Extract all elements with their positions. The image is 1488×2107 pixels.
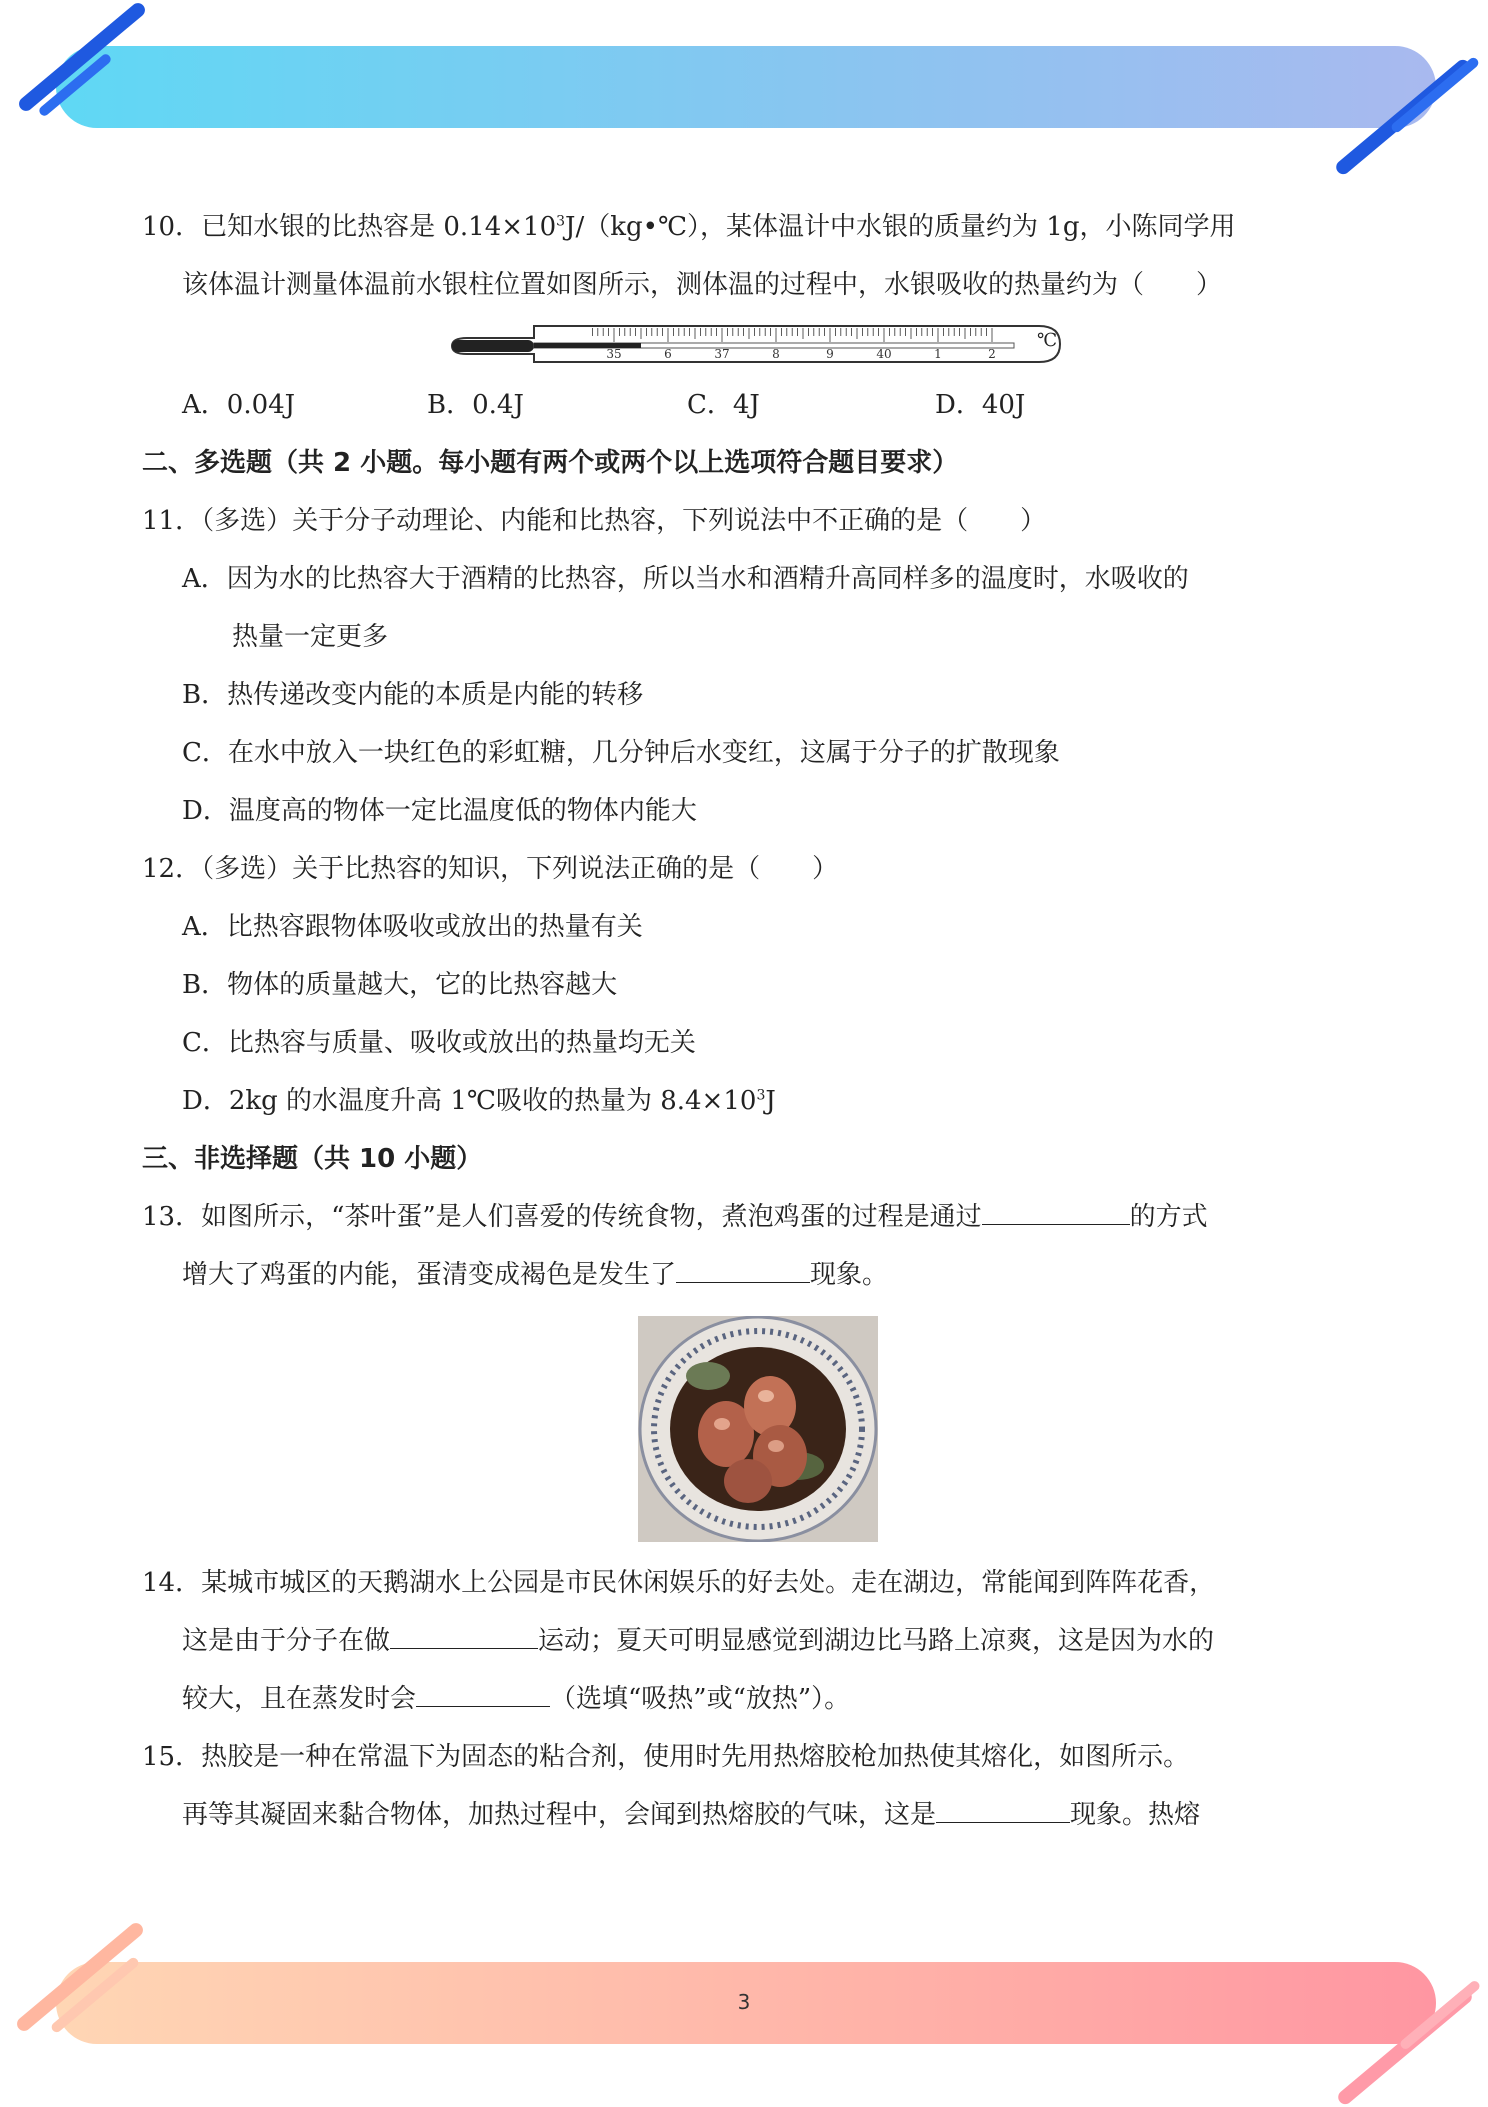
q15-blank-1[interactable]: [936, 1796, 1070, 1823]
q10-exponent: 3: [556, 213, 566, 230]
q13-blank-2[interactable]: [676, 1256, 810, 1283]
q11-option-a[interactable]: A．因为水的比热容大于酒精的比热容，所以当水和酒精升高同样多的温度时，水吸收的: [182, 564, 1189, 594]
thermometer-svg: [142, 314, 1347, 376]
q12-option-a[interactable]: A．比热容跟物体吸收或放出的热量有关: [182, 912, 643, 942]
q12-option-b[interactable]: B．物体的质量越大，它的比热容越大: [182, 970, 618, 1000]
q13-line-1: [142, 1188, 1347, 1246]
q12-stem: 12．（多选）关于比热容的知识，下列说法正确的是（ ）: [142, 854, 839, 884]
q11-option-c[interactable]: C．在水中放入一块红色的彩虹糖，几分钟后水变红，这属于分子的扩散现象: [182, 738, 1060, 768]
tea-egg-figure: [142, 1304, 1347, 1554]
q14-blank-1[interactable]: [390, 1622, 538, 1649]
page-number: 3: [737, 1990, 751, 2014]
section-3-heading: 三、非选择题（共 10 小题）: [142, 1144, 483, 1174]
thermometer-tick-label: 35: [606, 347, 622, 361]
q15-line-2: [142, 1786, 1347, 1844]
q14-blank-2[interactable]: [416, 1680, 550, 1707]
q14-line-1: 14．某城市城区的天鹅湖水上公园是市民休闲娱乐的好去处。走在湖边，常能闻到阵阵花香，: [142, 1568, 1216, 1598]
q10-option-a[interactable]: A．0.04J: [182, 390, 296, 420]
q13-text: 13．如图所示，“茶叶蛋”是人们喜爱的传统食物，煮泡鸡蛋的过程是通过: [142, 1202, 982, 1232]
q10-line-2: 该体温计测量体温前水银柱位置如图所示，测体温的过程中，水银吸收的热量约为（ ）: [182, 270, 1223, 300]
thermometer-bulb: [452, 340, 534, 352]
tea-egg-photo: [638, 1316, 878, 1542]
q13-text-cont: 的方式: [1129, 1202, 1208, 1232]
thermometer-tick-label: 40: [876, 347, 892, 361]
q11-option-d[interactable]: D．温度高的物体一定比温度低的物体内能大: [182, 796, 697, 826]
header-band: [56, 46, 1436, 128]
q13-text-2: 增大了鸡蛋的内能，蛋清变成褐色是发生了: [182, 1260, 677, 1290]
thermometer-tick-label: 2: [988, 347, 996, 361]
q10-options: [142, 376, 1347, 434]
q10-option-d[interactable]: D．40J: [935, 390, 1026, 420]
q11-option-b[interactable]: B．热传递改变内能的本质是内能的转移: [182, 680, 644, 710]
thermometer-tick-label: 37: [714, 347, 730, 361]
q12-option-d-unit: J: [765, 1086, 776, 1116]
q12-option-d[interactable]: [142, 1072, 1347, 1130]
q14-text: 这是由于分子在做: [182, 1626, 391, 1656]
q13-text-2-cont: 现象。: [810, 1260, 889, 1290]
document-body: [142, 198, 1347, 1844]
q10-option-b[interactable]: B．0.4J: [427, 390, 524, 420]
section-2-heading: 二、多选题（共 2 小题。每小题有两个或两个以上选项符合题目要求）: [142, 448, 959, 478]
q12-option-d-exponent: 3: [756, 1087, 766, 1104]
q12-option-d-text: D．2kg 的水温度升高 1℃吸收的热量为 8.4×10: [182, 1086, 757, 1116]
q15-text-cont: 现象。热熔: [1070, 1800, 1201, 1830]
q15-line-1: 15．热胶是一种在常温下为固态的粘合剂，使用时先用热熔胶枪加热使其熔化，如图所示。: [142, 1742, 1190, 1772]
q10-option-c[interactable]: C．4J: [687, 390, 760, 420]
q12-option-c[interactable]: C．比热容与质量、吸收或放出的热量均无关: [182, 1028, 696, 1058]
q14-text-2: 较大，且在蒸发时会: [182, 1684, 417, 1714]
q11-stem: 11．（多选）关于分子动理论、内能和比热容，下列说法中不正确的是（ ）: [142, 506, 1047, 536]
q14-line-2: [142, 1612, 1347, 1670]
thermometer-tick-label: 1: [934, 347, 942, 361]
thermometer-tick-label: 6: [664, 347, 672, 361]
q10-line-1: [142, 198, 1347, 256]
q14-text-2-cont: （选填“吸热”或“放热”）。: [550, 1684, 851, 1714]
thermometer-unit: ℃: [1037, 330, 1058, 351]
q13-line-2: [142, 1246, 1347, 1304]
mercury-column: [534, 343, 641, 348]
thermometer-figure: [142, 314, 1347, 376]
thermometer-tick-label: 9: [826, 347, 834, 361]
q14-text-cont: 运动；夏天可明显感觉到湖边比马路上凉爽，这是因为水的: [538, 1626, 1215, 1656]
q10-text: 10．已知水银的比热容是 0.14×10: [142, 212, 557, 242]
q11-option-a-cont: 热量一定更多: [232, 622, 389, 652]
q10-text-cont: J/（kg•℃），某体温计中水银的质量约为 1g，小陈同学用: [565, 212, 1236, 242]
q13-blank-1[interactable]: [982, 1198, 1130, 1225]
q14-line-3: [142, 1670, 1347, 1728]
thermometer-tick-label: 8: [772, 347, 780, 361]
q15-text: 再等其凝固来黏合物体，加热过程中，会闻到热熔胶的气味，这是: [182, 1800, 937, 1830]
